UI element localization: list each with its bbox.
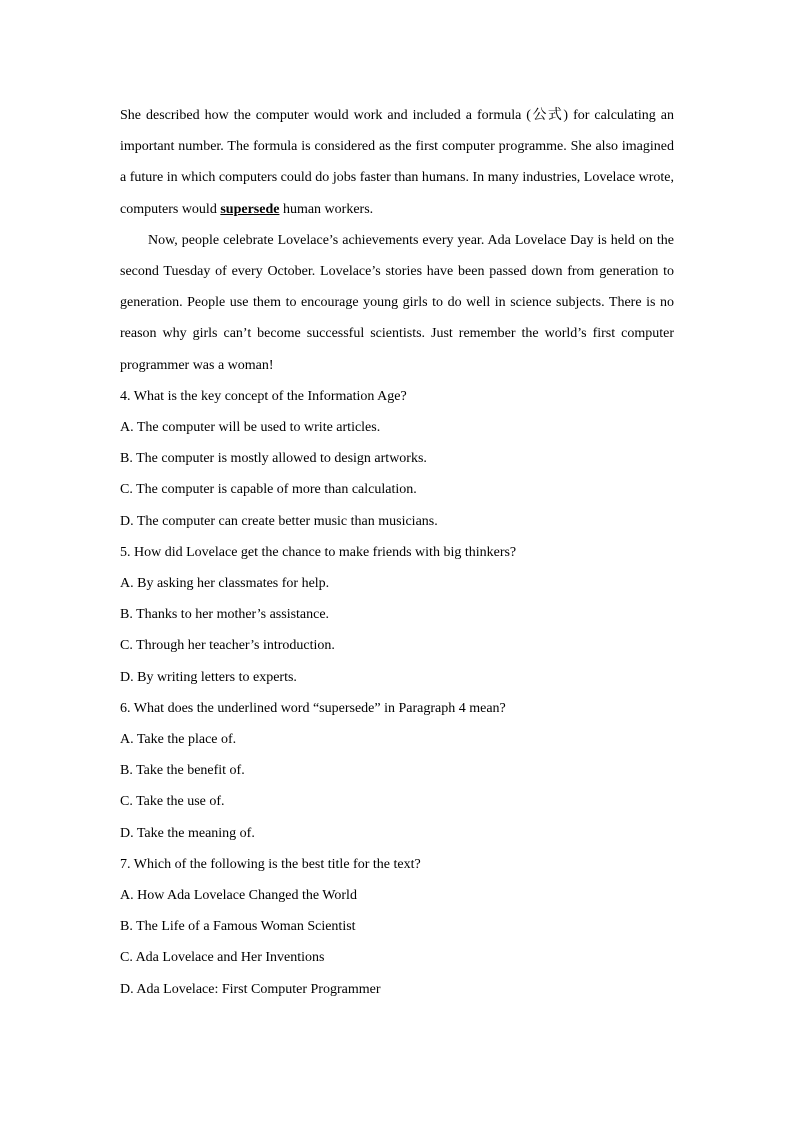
option-a: A. How Ada Lovelace Changed the World <box>120 888 357 904</box>
option-c: C. The computer is capable of more than calculation. <box>120 482 417 498</box>
option-d: D. By writing letters to experts. <box>120 669 297 685</box>
option-b: B. The Life of a Famous Woman Scientist <box>120 919 356 935</box>
question-stem: 6. What does the underlined word “supersede” in Paragraph 4 mean? <box>120 700 506 716</box>
option-b: B. Take the benefit of. <box>120 763 245 779</box>
question-4 <box>120 381 674 537</box>
option-a: A. The computer will be used to write articles. <box>120 420 381 436</box>
option-b: B. Thanks to her mother’s assistance. <box>120 607 330 623</box>
passage-paragraph-2: Now, people celebrate Lovelace’s achievements every year. Ada Lovelace Day is held on the second Tuesday of every October. Lovelace’s stories have been passed down from generation to generation. People use them to encourage young girls to do well in science subjects. There is no reason why girls can’t become successful scientists. Just remember the world’s first computer programmer was a woman! <box>120 232 674 373</box>
option-d: D. Take the meaning of. <box>120 825 255 841</box>
option-d: D. Ada Lovelace: First Computer Programmer <box>120 981 381 997</box>
passage-paragraph-1 <box>120 100 674 225</box>
question-6 <box>120 693 674 849</box>
paragraph-text: She described how the computer would work and included a formula (公式) for calculating an important number. The formula is considered as the first computer programme. She also imagined a future in which computers could do jobs faster than humans. In many industries, Lovelace wrote, computers would <box>120 108 674 217</box>
option-a: A. Take the place of. <box>120 732 237 748</box>
option-c: C. Through her teacher’s introduction. <box>120 638 335 654</box>
option-c: C. Ada Lovelace and Her Inventions <box>120 950 325 966</box>
option-a: A. By asking her classmates for help. <box>120 576 330 592</box>
option-d: D. The computer can create better music than musicians. <box>120 513 438 529</box>
question-stem: 7. Which of the following is the best title for the text? <box>120 856 421 872</box>
paragraph-text-end: human workers. <box>279 201 374 217</box>
underlined-word: supersede <box>220 201 280 217</box>
question-stem: 4. What is the key concept of the Information Age? <box>120 388 407 404</box>
question-7 <box>120 849 674 1005</box>
option-c: C. Take the use of. <box>120 794 225 810</box>
question-stem: 5. How did Lovelace get the chance to make friends with big thinkers? <box>120 544 517 560</box>
option-b: B. The computer is mostly allowed to design artworks. <box>120 451 427 467</box>
document-content <box>120 100 674 1005</box>
question-5 <box>120 537 674 693</box>
